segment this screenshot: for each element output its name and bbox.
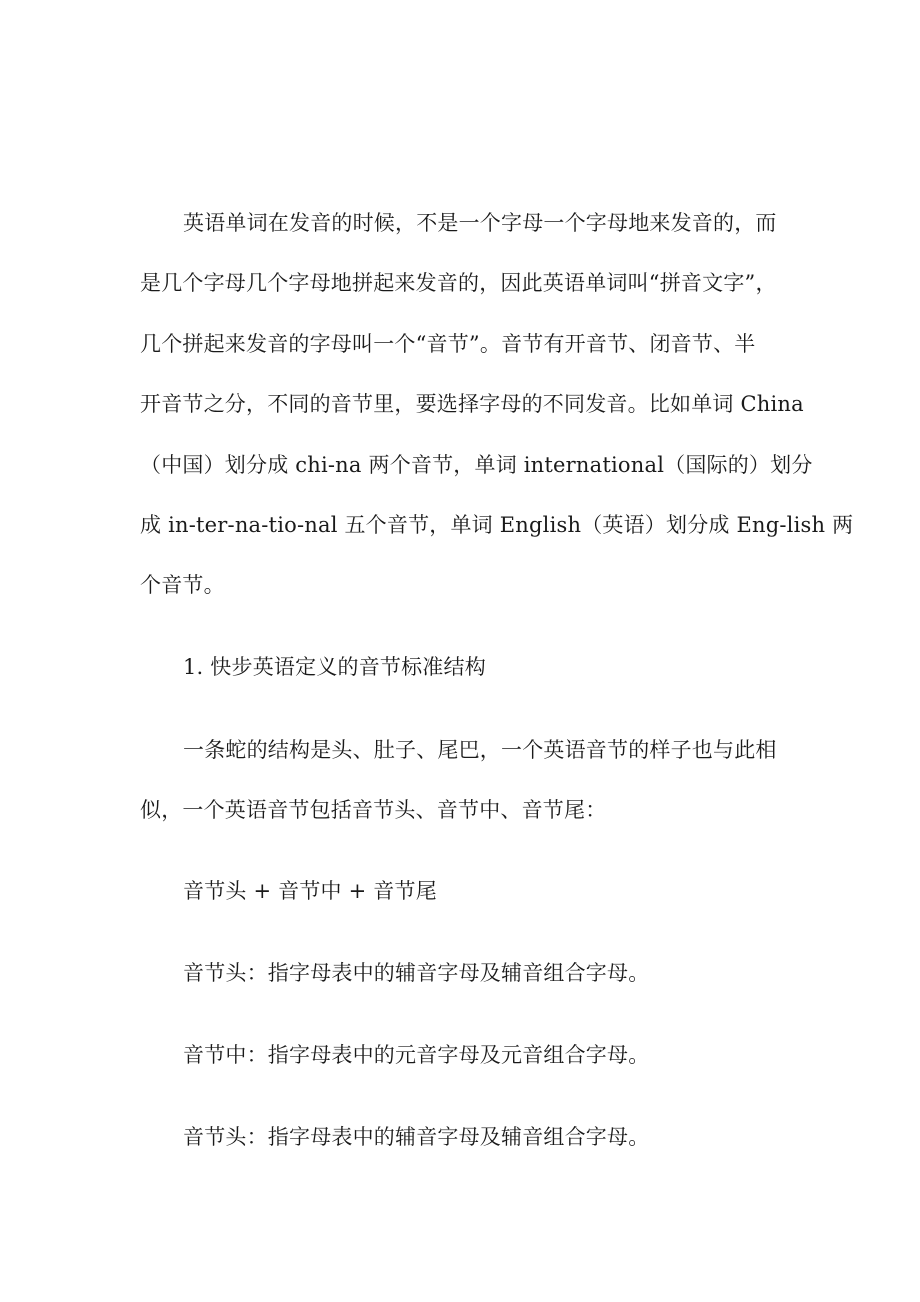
section-para-line-2: 似，一个英语音节包括音节头、音节中、音节尾： (140, 798, 607, 822)
intro-line-1: 英语单词在发音的时候，不是一个字母一个字母地来发音的，而 (183, 211, 777, 235)
section-para-line-1: 一条蛇的结构是头、肚子、尾巴，一个英语音节的样子也与此相 (183, 738, 777, 762)
definition-nucleus: 音节中：指字母表中的元音字母及元音组合字母。 (183, 1043, 650, 1067)
intro-line-3: 几个拼起来发音的字母叫一个“音节”。音节有开音节、闭音节、半 (140, 332, 756, 356)
definition-onset: 音节头：指字母表中的辅音字母及辅音组合字母。 (183, 961, 650, 985)
intro-line-2: 是几个字母几个字母地拼起来发音的，因此英语单词叫“拼音文字”， (140, 271, 777, 295)
section-heading: 1. 快步英语定义的音节标准结构 (183, 655, 486, 679)
definition-coda: 音节头：指字母表中的辅音字母及辅音组合字母。 (183, 1125, 650, 1149)
intro-line-4: 开音节之分，不同的音节里，要选择字母的不同发音。比如单词 China (140, 392, 804, 416)
intro-line-6: 成 in-ter-na-tio-nal 五个音节，单词 English（英语）划分成 Eng-lish 两 (140, 513, 854, 537)
syllable-formula: 音节头 + 音节中 + 音节尾 (183, 879, 437, 903)
intro-line-5: （中国）划分成 chi-na 两个音节，单词 international（国际的）划分 (140, 453, 813, 477)
intro-line-7: 个音节。 (140, 573, 225, 597)
